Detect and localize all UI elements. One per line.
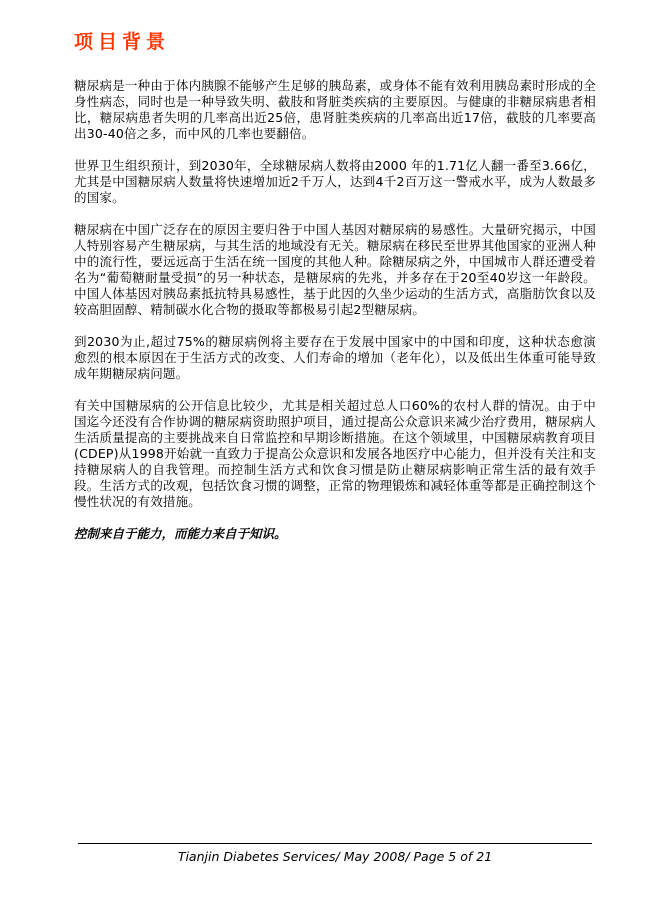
paragraph-diabetes-definition: 糖尿病是一种由于体内胰腺不能够产生足够的胰岛素，或身体不能有效利用胰岛素时形成的全身性病态，同时也是一种导致失明、截肢和肾脏类疾病的主要原因。与健康的非糖尿病患者相比，糖尿病患者失明的几率高出近25倍，患肾脏类疾病的几率高出近17倍，截肢的几率要高出30-40倍之多，而中风的几率也要翻倍。	[74, 78, 596, 141]
paragraph-public-information: 有关中国糖尿病的公开信息比较少，尤其是相关超过总人口60%的农村人群的情况。由于中国迄今还没有合作协调的糖尿病资助照护项目，通过提高公众意识来减少治疗费用，糖尿病人生活质量提高的主要挑战来自日常监控和早期诊断措施。在这个领域里，中国糖尿病教育项目(CDEP)从1998开始就一直致力于提高公众意识和发展各地医疗中心能力，但并没有关注和支持糖尿病人的自我管理。而控制生活方式和饮食习惯是防止糖尿病影响正常生活的最有效手段。生活方式的改观，包括饮食习惯的调整，正常的物理锻炼和减轻体重等都是正确控制这个慢性状况的有效措施。	[74, 398, 596, 509]
page-footer	[78, 843, 592, 865]
closing-quote: 控制来自于能力，而能力来自于知识。	[74, 526, 287, 541]
paragraph-who-forecast: 世界卫生组织预计，到2030年，全球糖尿病人数将由2000 年的1.71亿人翻一番至3.66亿，尤其是中国糖尿病人数量将快速增加近2千万人，达到4千2百万这一警戒水平，成为人数最多的国家。	[74, 158, 596, 205]
page-title: 项目背景	[74, 31, 171, 53]
paragraph-china-prevalence: 糖尿病在中国广泛存在的原因主要归咎于中国人基因对糖尿病的易感性。大量研究揭示，中国人特别容易产生糖尿病，与其生活的地域没有无关。糖尿病在移民至世界其他国家的亚洲人种中的流行性，要远远高于生活在统一国度的其他人种。除糖尿病之外，中国城市人群还遭受着名为“葡萄糖耐量受损”的另一种状态，是糖尿病的先兆，并多存在于20至40岁这一年龄段。中国人体基因对胰岛素抵抗特具易感性，基于此因的久坐少运动的生活方式，高脂肪饮食以及较高胆固醇、精制碳水化合物的摄取等都极易引起2型糖尿病。	[74, 222, 596, 317]
paragraph-2030-projection: 到2030为止,超过75%的糖尿病例将主要存在于发展中国家中的中国和印度，这种状态愈演愈烈的根本原因在于生活方式的改变、人们寿命的增加（老年化），以及低出生体重可能导致成年期糖尿病问题。	[74, 334, 596, 381]
page-content	[74, 30, 596, 542]
footer-text: Tianjin Diabetes Services/ May 2008/ Page 5 of 21	[177, 849, 493, 864]
